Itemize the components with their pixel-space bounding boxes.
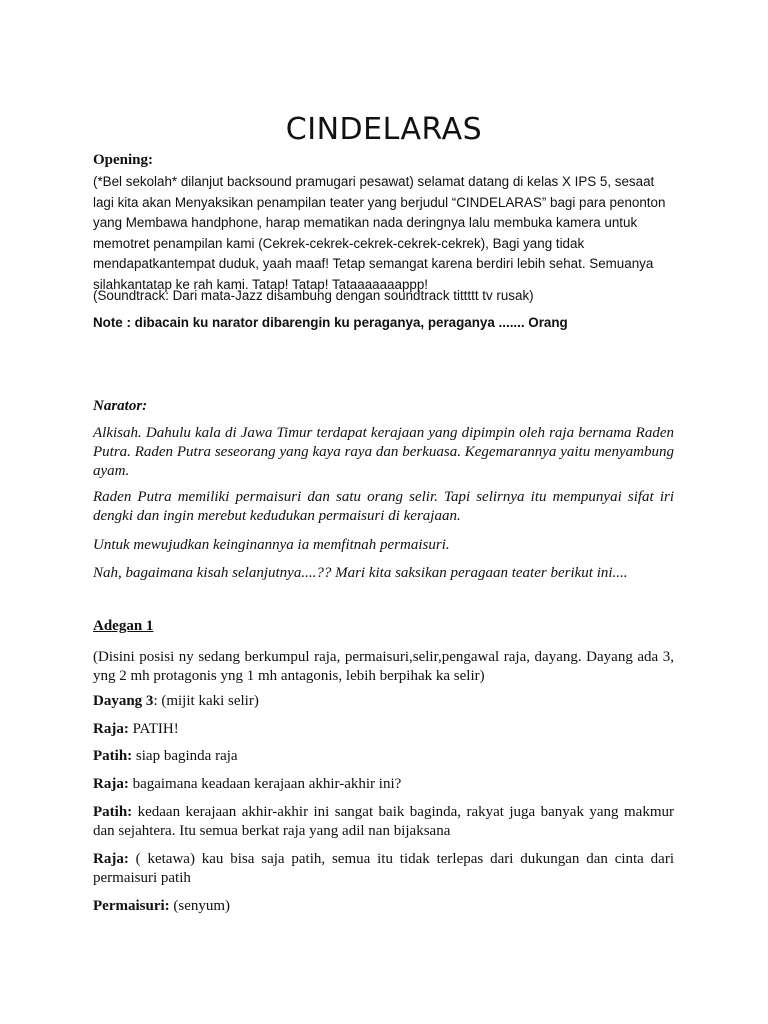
speaker-name: Raja: [93, 851, 129, 867]
dialogue-line [93, 720, 674, 739]
narator-heading: Narator: [93, 398, 148, 414]
speaker-name: Raja: [93, 776, 129, 792]
document-title: CINDELARAS [285, 112, 483, 147]
scene-heading: Adegan 1 [93, 618, 154, 634]
dialogue-line [93, 775, 674, 794]
dialogue-text: PATIH! [128, 721, 179, 737]
narator-paragraph: Raden Putra memiliki permaisuri dan satu orang selir. Tapi selirnya itu mempunyai sifat iri dengki dan ingin merebut kedudukan permaisuri di kerajaan. [93, 489, 674, 524]
dialogue-text: (senyum) [169, 898, 231, 914]
narator-paragraph: Alkisah. Dahulu kala di Jawa Timur terdapat kerajaan yang dipimpin oleh raja bernama Raden Putra. Raden Putra seseorang yang kaya raya dan berkuasa. Kegemarannya yaitu menyambung ayam. [93, 425, 674, 479]
scene-intro: (Disini posisi ny sedang berkumpul raja, permaisuri,selir,pengawal raja, dayang. Dayang ada 3, yng 2 mh protagonis yng 1 mh antagonis, lebih berpihak ka selir) [93, 649, 674, 684]
opening-text: (*Bel sekolah* dilanjut backsound pramugari pesawat) selamat datang di kelas X IPS 5, sesaat lagi kita akan Menyaksikan penampilan teater yang berjudul “CINDELARAS” bagi para penonton yang Membawa handphone, harap mematikan nada deringnya lalu membuka kamera untuk memotret penampilan kami (Cekrek-cekrek-cekrek-cekrek-cekrek), Bagi yang tidak mendapatkantempat duduk, yaah maaf! Tetap semangat karena berdiri lebih sehat. Semuanya silahkantatap ke rah kami. Tatap! Tatap! Tataaaaaaappp! [93, 174, 666, 292]
narator-paragraph: Untuk mewujudkan keinginannya ia memfitnah permaisuri. [93, 537, 450, 553]
dialogue-text: : (mijit kaki selir) [153, 693, 259, 709]
opening-heading: Opening: [93, 152, 154, 168]
narrator-note: Note : dibacain ku narator dibarengin ku peraganya, peraganya ....... Orang [93, 315, 568, 330]
dialogue-text: kedaan kerajaan akhir-akhir ini sangat baik baginda, rakyat juga banyak yang makmur dan sejahtera. Itu semua berkat raja yang adil nan bijaksana [93, 804, 674, 839]
speaker-name: Raja: [93, 721, 129, 737]
soundtrack-note: (Soundtrack: Dari mata-Jazz disambung dengan soundtrack tittttt tv rusak) [93, 288, 534, 303]
dialogue-text: ( ketawa) kau bisa saja patih, semua itu tidak terlepas dari dukungan dan cinta dari permaisuri patih [93, 851, 674, 886]
dialogue-line [93, 692, 674, 711]
narator-paragraph: Nah, bagaimana kisah selanjutnya....?? Mari kita saksikan peragaan teater berikut ini.... [93, 565, 628, 581]
dialogue-text: siap baginda raja [132, 748, 238, 764]
dialogue-text: bagaimana keadaan kerajaan akhir-akhir ini? [128, 776, 402, 792]
dialogue-line [93, 747, 674, 766]
speaker-name: Patih: [93, 804, 133, 820]
speaker-name: Dayang 3 [93, 693, 154, 709]
dialogue-line [93, 803, 674, 841]
dialogue-line [93, 850, 674, 888]
speaker-name: Patih: [93, 748, 133, 764]
speaker-name: Permaisuri: [93, 898, 170, 914]
dialogue-line [93, 897, 674, 916]
